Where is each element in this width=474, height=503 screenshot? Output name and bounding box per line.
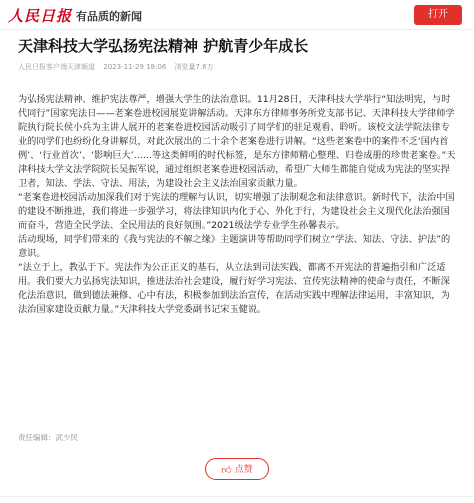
like-label: 点赞 [234, 464, 253, 474]
article-paragraph: “老案卷进校园活动加深我们对于宪法的理解与认识，切实增强了法制观念和法律意识。新时代下，法治中国的建设不断推进，我们将进一步强学习，将法律知识内化于心、外化于行，为建设社会主义现代化法治强国而奋斗，营造全民学法、全民用法的良好氛围。”2021级法学专业学生孙馨表示。 [18, 192, 455, 231]
like-button[interactable] [205, 458, 269, 480]
open-app-button[interactable]: 打开 [414, 5, 462, 25]
article-source: 人民日报客户端天津频道 [18, 63, 95, 71]
article-body [18, 93, 458, 317]
article-paragraph: “法立于上，教弘于下。宪法作为公正正义的基石，从立法到司法实践，都离不开宪法的普遍指引和广泛适用。我们要大力弘扬宪法知识，推进法治社会建设，履行好学习宪法、宣传宪法精神的使命与责任，不断深化法治意识，做到德法兼修、心中有法，积极参加到法治宣传，在活动实践中理解法律运用，丰富知识，为法治国家建设贡献力量。”天津科技大学党委副书记宋玉健说。 [18, 262, 450, 315]
brand-logo[interactable]: 人民日报 [8, 7, 73, 25]
article-datetime: 2023-11-29 18:06 [103, 63, 167, 71]
thumbs-up-icon: 👍︎ [221, 465, 232, 476]
article-paragraph: 活动现场，同学们带来的《我与宪法的不解之缘》主题演讲等帮助同学们树立“学法、知法、守法、护法”的意识。 [18, 234, 451, 259]
article-meta [18, 62, 220, 72]
article-views: 浏览量7.6万 [174, 63, 214, 71]
top-bar [0, 0, 474, 30]
responsible-editor: 责任编辑：武少民 [18, 433, 78, 442]
article-title: 天津科技大学弘扬宪法精神 护航青少年成长 [18, 37, 309, 55]
divider [0, 496, 474, 497]
article-paragraph: 为弘扬宪法精神、维护宪法尊严，增强大学生的法治意识。11月28日，天津科技大学举行“知法明宪，与时代同行”国家宪法日——老案卷进校园展览讲解活动。天津东方律师事务所党支部书记、天津科技大学律师学院执行院长侯小兵为主讲人展开的老案卷进校园活动吸引了同学们的驻足观看、聆听。该校文法学院法律专业的同学们也纷纷化身讲解员，对此次展出的二十余个老案卷进行讲解。“这些老案卷中的案件不乏‘国内首例’、‘行业首次’、‘影响巨大’……等这类鲜明的时代标签，是东方律师精心整理、归卷成册的珍贵老案卷。”天津科技大学文法学院院长吴振军说，通过组织老案卷进校园活动，希望广大师生都能自觉成为宪法的坚实捍卫者，知法、学法、守法、用法，为建设社会主义法治国家贡献力量。 [18, 94, 456, 189]
brand-slogan: 有品质的新闻 [76, 10, 142, 23]
